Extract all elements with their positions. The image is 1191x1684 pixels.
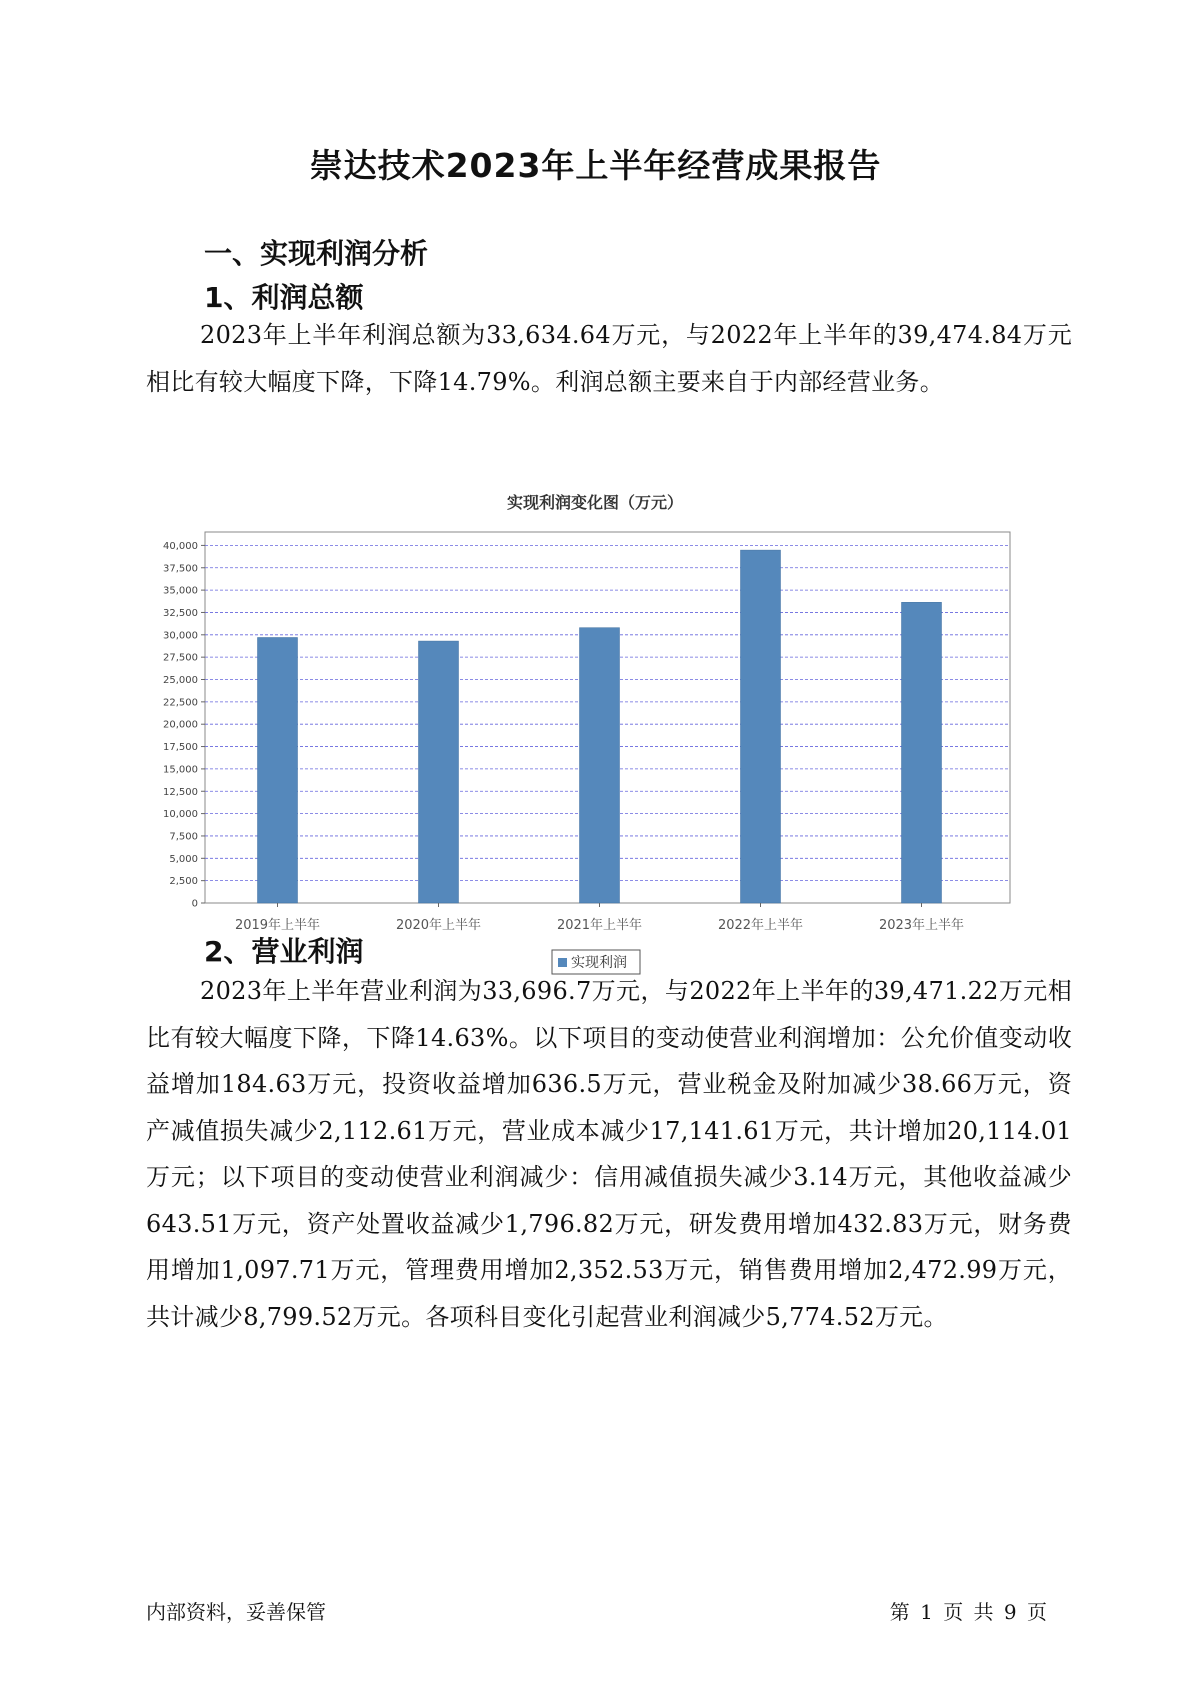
document-title: 崇达技术2023年上半年经营成果报告	[309, 146, 882, 185]
chart-y-tick-label: 22,500	[163, 697, 198, 709]
chart-x-tick-label: 2022年上半年	[717, 918, 804, 933]
chart-x-tick-label: 2019年上半年	[234, 918, 321, 933]
chart-y-tick-label: 32,500	[163, 607, 198, 619]
chart-legend-swatch	[558, 958, 567, 967]
subsection-heading-total-profit: 1、利润总额	[204, 281, 364, 314]
chart-y-tick-label: 10,000	[163, 809, 198, 821]
chart-y-tick-label: 0	[191, 898, 198, 910]
chart-bar	[258, 637, 298, 903]
chart-legend-label: 实现利润	[571, 955, 627, 971]
chart-x-tick-label: 2021年上半年	[556, 918, 643, 933]
chart-bar	[419, 641, 459, 903]
chart-y-tick-label: 35,000	[163, 585, 198, 597]
operating-profit-paragraph: 2023年上半年营业利润为33,696.7万元，与2022年上半年的39,471.22万元相比有较大幅度下降，下降14.63%。以下项目的变动使营业利润增加：公允价值变动收益增加184.63万元，投资收益增加636.5万元，营业税金及附加减少38.66万元，资产减值损失减少2,112.61万元，营业成本减少17,141.61万元，共计增加20,114.01万元；以下项目的变动使营业利润减少：信用减值损失减少3.14万元，其他收益减少643.51万元，资产处置收益减少1,796.82万元，研发费用增加432.83万元，财务费用增加1,097.71万元，管理费用增加2,352.53万元，销售费用增加2,472.99万元，共计减少8,799.52万元。各项科目变化引起营业利润减少5,774.52万元。	[146, 977, 1072, 1331]
chart-bar	[741, 550, 781, 903]
chart-y-tick-label: 2,500	[169, 876, 198, 888]
chart-y-tick-label: 40,000	[163, 540, 198, 552]
chart-title: 实现利润变化图（万元）	[506, 493, 684, 512]
section-heading-profit-analysis: 一、实现利润分析	[204, 237, 429, 270]
chart-x-tick-label: 2020年上半年	[395, 918, 482, 933]
chart-bar	[902, 602, 942, 903]
chart-x-tick-label: 2023年上半年	[878, 918, 965, 933]
chart-y-tick-label: 12,500	[163, 786, 198, 798]
chart-y-tick-label: 5,000	[169, 853, 198, 865]
chart-y-tick-label: 20,000	[163, 719, 198, 731]
total-profit-paragraph: 2023年上半年利润总额为33,634.64万元，与2022年上半年的39,474.84万元相比有较大幅度下降，下降14.79%。利润总额主要来自于内部经营业务。	[146, 321, 1072, 396]
chart-y-tick-label: 25,000	[163, 675, 198, 687]
chart-y-tick-label: 27,500	[163, 652, 198, 664]
chart-y-tick-label: 7,500	[169, 831, 198, 843]
chart-bar	[580, 628, 620, 903]
chart-y-tick-label: 15,000	[163, 764, 198, 776]
chart-y-tick-label: 30,000	[163, 630, 198, 642]
chart-y-tick-label: 37,500	[163, 563, 198, 575]
footer-page-number: 第 1 页 共 9 页	[889, 1600, 1047, 1624]
footer-confidential-note: 内部资料，妥善保管	[146, 1600, 326, 1624]
subsection-heading-operating-profit: 2、营业利润	[204, 935, 364, 968]
chart-y-tick-label: 17,500	[163, 742, 198, 754]
